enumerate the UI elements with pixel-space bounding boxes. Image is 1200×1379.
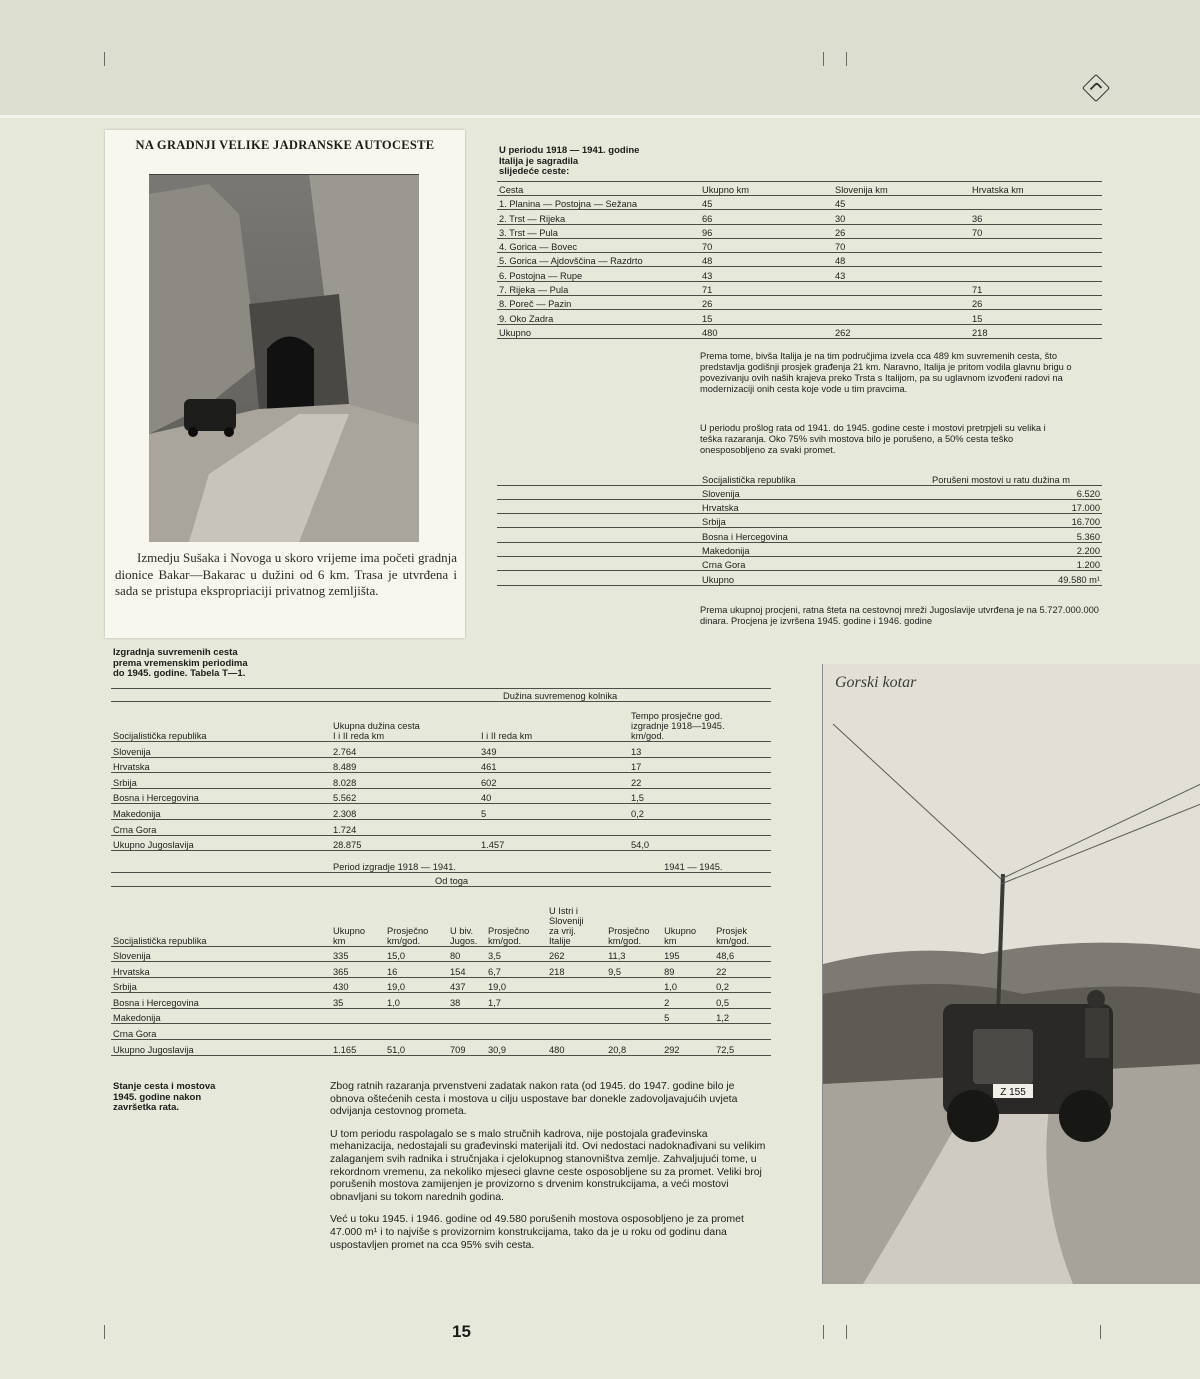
table2-row-cell: 0,2 [714, 977, 771, 993]
table1-row-cell: Bosna i Hercegovina [111, 788, 331, 804]
bridges-row [497, 542, 1102, 556]
bridges-header-length: Porušeni mostovi u ratu dužina m [930, 470, 1102, 485]
italy-header-road: Cesta [497, 182, 700, 196]
table2-row-cell [448, 1024, 486, 1040]
table2-row-cell: 80 [448, 946, 486, 962]
table2-row-cell: 262 [547, 946, 606, 962]
table1-row-cell: 461 [479, 757, 629, 773]
italy-row-cell: 71 [970, 281, 1102, 295]
table1-row-cell [479, 819, 629, 835]
italy-row-cell: 4. Gorica — Bovec [497, 238, 700, 252]
italy-row [497, 196, 1102, 210]
table2-row-cell: 292 [662, 1040, 714, 1056]
table2-row-cell: 3,5 [486, 946, 547, 962]
table2-row [111, 946, 771, 962]
table2-row-cell: 51,0 [385, 1040, 448, 1056]
table2-row-cell [385, 1024, 448, 1040]
table2-row-cell: 15,0 [385, 946, 448, 962]
table1-row-cell: 5 [479, 804, 629, 820]
t2-header-col: Ukupno km [331, 886, 385, 946]
od-toga: Od toga [385, 872, 606, 886]
t2-header-col: Prosjek km/god. [714, 886, 771, 946]
bridges-row [497, 499, 1102, 513]
bridges-spacer-cell [497, 571, 700, 585]
italy-row-cell: 30 [833, 210, 970, 224]
table1-row-cell [629, 819, 771, 835]
italy-row [497, 310, 1102, 324]
italy-row [497, 296, 1102, 310]
italy-row-cell: 7. Rijeka — Pula [497, 281, 700, 295]
bridges-row-cell: Hrvatska [700, 499, 930, 513]
italy-row-cell: 36 [970, 210, 1102, 224]
table2-row-cell: 16 [385, 962, 448, 978]
italy-row-cell: 45 [700, 196, 833, 210]
table2-row-cell: 30,9 [486, 1040, 547, 1056]
table1-row [111, 819, 771, 835]
table2-row-cell [714, 1024, 771, 1040]
table1-row-cell: 22 [629, 773, 771, 789]
italy-row-cell: 71 [700, 281, 833, 295]
bridges-row [497, 556, 1102, 570]
table1-row-cell: 5.562 [331, 788, 479, 804]
italy-row [497, 253, 1102, 267]
italy-row-cell: 43 [700, 267, 833, 281]
table2-row-cell: 89 [662, 962, 714, 978]
italy-roads-table [497, 181, 1102, 339]
photo-label: Gorski kotar [835, 674, 917, 691]
table2-row-cell [331, 1024, 385, 1040]
table2-row-cell: 709 [448, 1040, 486, 1056]
bridges-row-cell: Srbija [700, 514, 930, 528]
bridges-row-cell: Makedonija [700, 542, 930, 556]
table1-row-cell: 28.875 [331, 835, 479, 851]
construction-table [111, 688, 771, 851]
t2-header-republic: Socijalistička republika [111, 886, 331, 946]
table1-row-cell: 13 [629, 742, 771, 758]
body-paragraph: Zbog ratnih razaranja prvenstveni zadatak nakon rata (od 1945. do 1947. godine bilo je obnova oštećenih cesta i mostova u cilju uspostave bar donekle zadovoljavajućih uvjeta odvijanja cestovnog prometa. [330, 1080, 738, 1118]
table1-row [111, 742, 771, 758]
body-paragraph: Već u toku 1945. i 1946. godine od 49.580 porušenih mostova osposobljeno je za promet 47.000 m¹ i to najviše s provizornim konstrukcijama, tako da je u roku od godinu dana uspostavljen promet na cca 95% svih cesta. [330, 1213, 744, 1251]
table2-row-cell [606, 1024, 662, 1040]
crop-mark [846, 52, 847, 66]
bridges-spacer-cell [497, 556, 700, 570]
table1-row-cell: 1.724 [331, 819, 479, 835]
italy-row [497, 281, 1102, 295]
t2-header-col: Ukupno km [662, 886, 714, 946]
table1-row-cell: Crna Gora [111, 819, 331, 835]
italy-row-cell: 218 [970, 324, 1102, 338]
table2-row-cell: 154 [448, 962, 486, 978]
table2-row-cell: 218 [547, 962, 606, 978]
italy-row-cell [970, 238, 1102, 252]
italy-row [497, 238, 1102, 252]
bridges-row-cell: 16.700 [930, 514, 1102, 528]
italy-row [497, 267, 1102, 281]
table2-row [111, 993, 771, 1009]
italy-header-croatia: Hrvatska km [970, 182, 1102, 196]
italy-row-cell: 15 [700, 310, 833, 324]
table2-row-cell [385, 1008, 448, 1024]
bridges-row [497, 514, 1102, 528]
bridges-table [497, 470, 1102, 586]
table2-row-cell: Hrvatska [111, 962, 331, 978]
t2-header-col: Prosječno km/god. [385, 886, 448, 946]
table1-row-cell: 54,0 [629, 835, 771, 851]
table1-row-cell: 1,5 [629, 788, 771, 804]
italy-row-cell [833, 281, 970, 295]
italy-row-cell: 48 [700, 253, 833, 267]
table1-row-cell: 2.308 [331, 804, 479, 820]
crop-mark [823, 52, 824, 66]
table2-row-cell: 1,0 [385, 993, 448, 1009]
table2-row-cell: 35 [331, 993, 385, 1009]
italy-row-cell: 66 [700, 210, 833, 224]
italy-row-cell: 2. Trst — Rijeka [497, 210, 700, 224]
italy-row-cell: 45 [833, 196, 970, 210]
table1-row-cell: 40 [479, 788, 629, 804]
bridges-spacer-cell [497, 499, 700, 513]
vintage-car-photo [823, 664, 1200, 1284]
tunnel-road-photo [149, 174, 419, 542]
italy-heading: U periodu 1918 — 1941. godine Italija je sagradila slijedeće ceste: [499, 145, 640, 177]
table2-row-cell: Crna Gora [111, 1024, 331, 1040]
italy-row-cell: 26 [700, 296, 833, 310]
clipping-caption: Izmedju Sušaka i Novoga u skoro vrijeme ima početi gradnja dionice Bakar—Bakarac u dužini od 6 km. Trasa je utvrđena i sada se pristupa ekspropriaciji privatnog zemljišta. [115, 550, 457, 598]
table2-row [111, 962, 771, 978]
t1-header-total: Ukupna dužina cesta I i II reda km [331, 702, 479, 742]
table2-row-cell: 365 [331, 962, 385, 978]
period-table [111, 857, 771, 1056]
table2-row-cell: 19,0 [486, 977, 547, 993]
damage-note: Prema ukupnoj procjeni, ratna šteta na cestovnoj mreži Jugoslavije utvrđena je na 5.727.000.000 dinara. Procjena je izvršena 1945. godine i 1946. godine [700, 605, 1099, 626]
crop-mark [104, 52, 105, 66]
table2-row-cell: Slovenija [111, 946, 331, 962]
italy-header-slovenia: Slovenija km [833, 182, 970, 196]
table1-row-cell: 2.764 [331, 742, 479, 758]
table2-row-cell: 5 [662, 1008, 714, 1024]
table2-row-cell: 2 [662, 993, 714, 1009]
table2-row-cell: 11,3 [606, 946, 662, 962]
table2-row-cell: Ukupno Jugoslavija [111, 1040, 331, 1056]
table2-row-cell: 430 [331, 977, 385, 993]
page-number: 15 [452, 1322, 471, 1341]
table1-row-cell: 1.457 [479, 835, 629, 851]
bridges-row-cell: 2.200 [930, 542, 1102, 556]
table2-row-cell [331, 1008, 385, 1024]
italy-row-cell: 9. Oko Zadra [497, 310, 700, 324]
war-note: U periodu prošlog rata od 1941. do 1945. godine ceste i mostovi pretrpjeli su velika i teška razaranja. Oko 75% svih mostova bilo je porušeno, a 50% cesta teško onesposobljeno za svaki promet. [700, 423, 1046, 455]
plate-number: Z 155 [1000, 1087, 1026, 1098]
table2-row-cell [448, 1008, 486, 1024]
table2-row-cell: 480 [547, 1040, 606, 1056]
italy-row-cell: 3. Trst — Pula [497, 224, 700, 238]
table1-row-cell: 17 [629, 757, 771, 773]
italy-row-cell: 70 [700, 238, 833, 252]
table1-row-cell: 349 [479, 742, 629, 758]
table2-row-cell [606, 977, 662, 993]
bridges-row-cell: 6.520 [930, 485, 1102, 499]
italy-row [497, 324, 1102, 338]
body-paragraph: U tom periodu raspolagalo se s malo stručnih kadrova, nije postojala građevinska mehanizacija, nedostajali su građevinski materijali itd. Ovi nedostaci nadoknađivani su velikim zalaganjem svih radnika i stručnjaka i cjelokupnog stanovništva zemlje. Zahvaljujući tome, u rekordnom vremenu, za nekoliko mjeseci glavne ceste osposobljene su za promet. Veliki broj porušenih mostova zamijenjen je provizorno s drvenim konstrukcijama, a veći mostovi obnavljani su tokom narednih godina. [330, 1127, 766, 1203]
table1-row [111, 773, 771, 789]
bridges-row-cell: Bosna i Hercegovina [700, 528, 930, 542]
table2-row-cell: 437 [448, 977, 486, 993]
clipping-title: NA GRADNJI VELIKE JADRANSKE AUTOCESTE [135, 138, 435, 152]
table2-row [111, 1024, 771, 1040]
table2-row-cell [486, 1024, 547, 1040]
t1-header-tempo: Tempo prosječne god. izgradnje 1918—1945. km/god. [629, 702, 771, 742]
table2-row-cell: 1,0 [662, 977, 714, 993]
table1-row [111, 804, 771, 820]
italy-row-cell: 70 [833, 238, 970, 252]
body-text [330, 1080, 770, 1261]
newspaper-clipping [105, 130, 465, 638]
table2-row-cell: Srbija [111, 977, 331, 993]
table1-row-cell: Hrvatska [111, 757, 331, 773]
bridges-row-cell: Ukupno [700, 571, 930, 585]
t2-header-col: Prosječno km/god. [486, 886, 547, 946]
table1-heading: Izgradnja suvremenih cesta prema vremenskim periodima do 1945. godine. Tabela T—1. [113, 647, 248, 679]
bridges-row-cell: 17.000 [930, 499, 1102, 513]
italy-row-cell: Ukupno [497, 324, 700, 338]
table2-row [111, 977, 771, 993]
table2-row-cell: 335 [331, 946, 385, 962]
italy-row-cell: 480 [700, 324, 833, 338]
table2-row-cell: 72,5 [714, 1040, 771, 1056]
italy-row-cell [833, 296, 970, 310]
bridges-row [497, 485, 1102, 499]
table2-row-cell [606, 1008, 662, 1024]
bridges-row-cell: 5.360 [930, 528, 1102, 542]
bridges-spacer-cell [497, 528, 700, 542]
t2-header-col: Prosječno km/god. [606, 886, 662, 946]
table1-row-cell: 8.028 [331, 773, 479, 789]
table2-row-cell: 6,7 [486, 962, 547, 978]
italy-row-cell: 70 [970, 224, 1102, 238]
italy-row-cell [970, 267, 1102, 281]
top-band [0, 0, 1200, 118]
table2-row-cell [662, 1024, 714, 1040]
table2-row-cell: 19,0 [385, 977, 448, 993]
crop-mark [823, 1325, 824, 1339]
bridges-header-republic: Socijalistička republika [700, 470, 930, 485]
t2-header-col: U biv. Jugos. [448, 886, 486, 946]
bridges-row-cell: 1.200 [930, 556, 1102, 570]
period-1918-1941: Period izgradje 1918 — 1941. [331, 857, 606, 872]
table1-row-cell: 602 [479, 773, 629, 789]
bridges-row [497, 528, 1102, 542]
bridges-row-cell: 49.580 m¹ [930, 571, 1102, 585]
italy-row-cell: 1. Planina — Postojna — Sežana [497, 196, 700, 210]
table2-row-cell: 48,6 [714, 946, 771, 962]
crop-mark [846, 1325, 847, 1339]
italy-row [497, 224, 1102, 238]
table2-row-cell: 1,2 [714, 1008, 771, 1024]
bridges-row [497, 571, 1102, 585]
table1-row-cell: 8.489 [331, 757, 479, 773]
table2-row-cell [606, 993, 662, 1009]
italy-row-cell: 26 [970, 296, 1102, 310]
italy-note: Prema tome, bivša Italija je na tim područjima izvela cca 489 km suvremenih cesta, što predstavlja godišnji prosjek građenja 21 km. Naravno, Italija je pritom vodila glavnu brigu o povezivanju ovih naših krajeva preko Trsta s Italijom, pa su uglavnom izvođeni radovi na modernizaciji onih cesta koje vode u tim pravcima. [700, 351, 1072, 394]
bridges-row-cell: Crna Gora [700, 556, 930, 570]
table1-row-cell: Ukupno Jugoslavija [111, 835, 331, 851]
table1-row-cell: Srbija [111, 773, 331, 789]
italy-row-cell: 6. Postojna — Rupe [497, 267, 700, 281]
crop-mark [104, 1325, 105, 1339]
table2-row-cell [547, 1024, 606, 1040]
italy-row-cell: 26 [833, 224, 970, 238]
bridges-row-cell: Slovenija [700, 485, 930, 499]
table2-row-cell: 0,5 [714, 993, 771, 1009]
table2-row-cell: 195 [662, 946, 714, 962]
table1-row-cell: 0,2 [629, 804, 771, 820]
italy-row-cell: 5. Gorica — Ajdovščina — Razdrto [497, 253, 700, 267]
state-heading: Stanje cesta i mostova 1945. godine nakon završetka rata. [113, 1081, 216, 1113]
table2-row-cell [547, 1008, 606, 1024]
table2-row-cell [547, 977, 606, 993]
bridges-spacer-cell [497, 514, 700, 528]
italy-row-cell: 262 [833, 324, 970, 338]
group-header: Dužina suvremenog kolnika [479, 689, 771, 702]
table1-row-cell: Slovenija [111, 742, 331, 758]
table1-row-cell: Makedonija [111, 804, 331, 820]
table2-row [111, 1008, 771, 1024]
bridges-spacer-cell [497, 542, 700, 556]
gorski-kotar-photo [822, 664, 1200, 1284]
italy-row-cell: 15 [970, 310, 1102, 324]
period-1941-1945: 1941 — 1945. [662, 857, 771, 872]
italy-row [497, 210, 1102, 224]
table2-row-cell: 22 [714, 962, 771, 978]
italy-row-cell: 43 [833, 267, 970, 281]
italy-header-total: Ukupno km [700, 182, 833, 196]
table1-row [111, 757, 771, 773]
italy-row-cell: 96 [700, 224, 833, 238]
table2-row-cell: 9,5 [606, 962, 662, 978]
table2-row-cell: 1,7 [486, 993, 547, 1009]
bridges-spacer-cell [497, 485, 700, 499]
italy-row-cell: 8. Poreč — Pazin [497, 296, 700, 310]
table2-row-cell: 1.165 [331, 1040, 385, 1056]
t1-header-republic: Socijalistička republika [111, 702, 331, 742]
table2-row-cell [547, 993, 606, 1009]
t2-header-col: U Istri i Sloveniji za vrij. Italije [547, 886, 606, 946]
table1-row [111, 788, 771, 804]
t1-header-modern: I i II reda km [479, 702, 629, 742]
table2-row-cell: Bosna i Hercegovina [111, 993, 331, 1009]
table2-row [111, 1040, 771, 1056]
italy-row-cell: 48 [833, 253, 970, 267]
crop-mark [1100, 1325, 1101, 1339]
italy-row-cell [970, 196, 1102, 210]
italy-row-cell [970, 253, 1102, 267]
table2-row-cell: 38 [448, 993, 486, 1009]
italy-row-cell [833, 310, 970, 324]
table2-row-cell: 20,8 [606, 1040, 662, 1056]
table2-row-cell: Makedonija [111, 1008, 331, 1024]
table2-row-cell [486, 1008, 547, 1024]
table1-row [111, 835, 771, 851]
